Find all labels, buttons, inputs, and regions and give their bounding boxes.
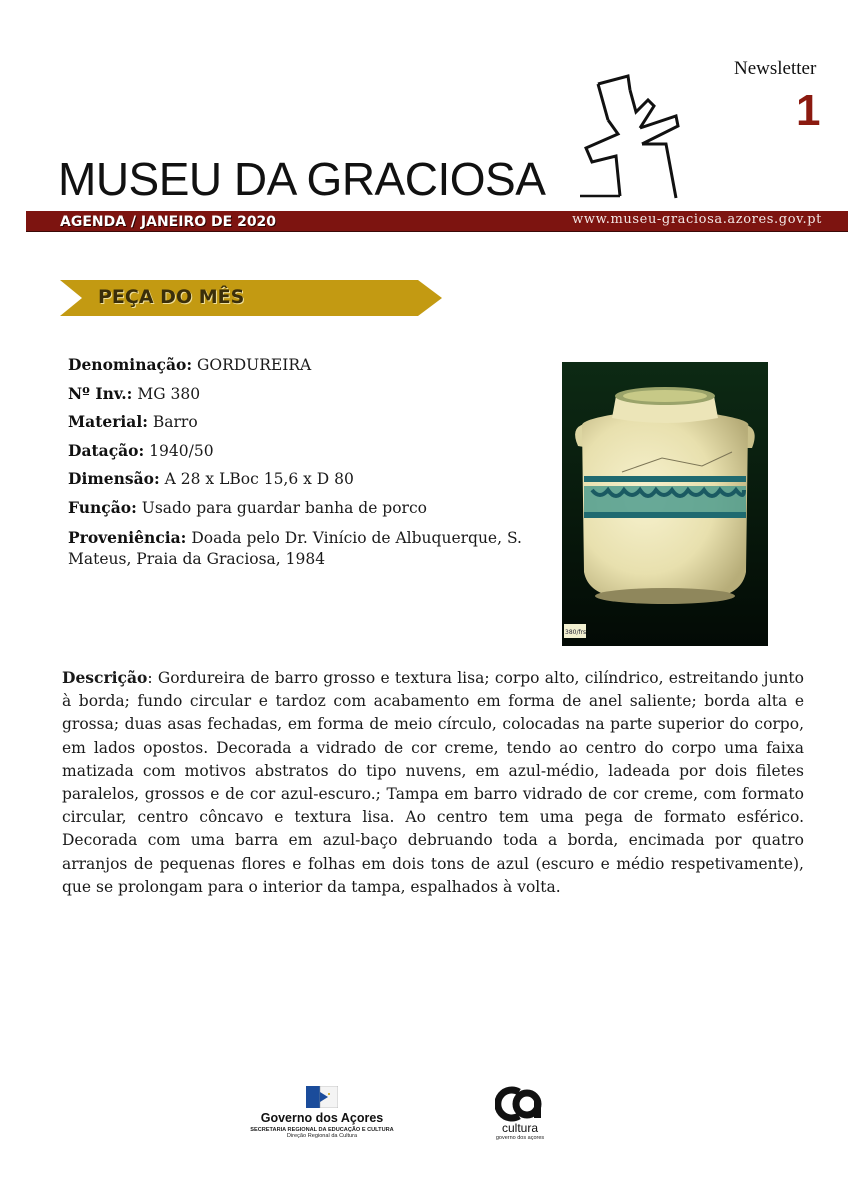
azores-flag-icon (306, 1086, 338, 1108)
section-title: PEÇA DO MÊS (98, 286, 245, 308)
ceramic-jar-photo (562, 362, 768, 646)
newsletter-label: Newsletter (734, 58, 817, 79)
governo-acores-logo (242, 1086, 402, 1139)
description-label: Descrição (62, 668, 148, 687)
cultura-word: cultura (501, 1121, 539, 1135)
description-text: : Gordureira de barro grosso e textura lisa; corpo alto, cilíndrico, estreitando junto à borda; fundo circular e tardoz com acabamento em forma de anel saliente; borda alta e grossa; duas asas fechadas, em forma de meio círculo, colocadas na parte superior do corpo, em lados opostos. Decorada a vidrado de cor creme, tendo ao centro do corpo uma faixa matizada com motivos abstratos do tipo nuvens, em azul-médio, ladeada por dois filetes paralelos, grossos e de cor azul-escuro.; Tampa em barro vidrado de cor creme, com formato circular, centro côncavo e textura lisa. Ao centro tem uma pega de formato esférico. Decorada com uma barra em azul-baço debruando toda a borda, encimada por quatro arranjos de pequenas flores e folhas em dois tons de azul (escuro e médio respetivamente), que se prolongam para o interior da tampa, espalhados à volta. (62, 669, 804, 896)
field-value: 1940/50 (149, 441, 214, 460)
field-funcao (68, 494, 548, 523)
field-denominacao (68, 351, 548, 380)
field-inventario (68, 380, 548, 409)
field-label: Material: (68, 412, 148, 431)
field-value: Barro (152, 413, 198, 431)
field-value: Usado para guardar banha de porco (141, 498, 427, 517)
windmill-icon (580, 72, 690, 204)
website-link[interactable]: www.museu-graciosa.azores.gov.pt (572, 212, 822, 227)
field-label: Denominação: (68, 355, 193, 374)
field-datacao (68, 437, 548, 466)
gov-name: Governo dos Açores (260, 1111, 384, 1125)
cultura-sub: governo dos açores (495, 1135, 545, 1141)
museum-title: MUSEU DA GRACIOSA (58, 153, 546, 205)
field-value: Doada pelo Dr. Vinício de Albuquerque, S. Mateus, Praia da Graciosa, 1984 (68, 529, 522, 568)
cultura-logo (488, 1086, 552, 1141)
field-value: MG 380 (137, 384, 201, 403)
cultura-ca-icon (495, 1086, 545, 1122)
field-label: Função: (68, 497, 137, 517)
newsletter-number: 1 (796, 86, 821, 135)
gov-direcao: Direção Regional da Cultura (286, 1133, 358, 1139)
field-dimensao (68, 465, 548, 494)
agenda-label: AGENDA / JANEIRO DE 2020 (60, 214, 277, 230)
gov-secretaria: SECRETARIA REGIONAL DA EDUCAÇÃO E CULTURA (250, 1127, 394, 1133)
field-label: Datação: (68, 440, 145, 460)
field-label: Dimensão: (68, 469, 160, 488)
description-paragraph (62, 666, 804, 899)
photo-tag: 380/frs (565, 629, 587, 636)
field-label: Nº Inv.: (68, 383, 133, 403)
field-label: Proveniência: (68, 528, 187, 547)
field-material (68, 408, 548, 437)
field-proveniencia (68, 527, 548, 570)
object-details (68, 351, 548, 570)
field-value: A 28 x LBoc 15,6 x D 80 (164, 470, 354, 488)
field-value: GORDUREIRA (197, 356, 312, 374)
